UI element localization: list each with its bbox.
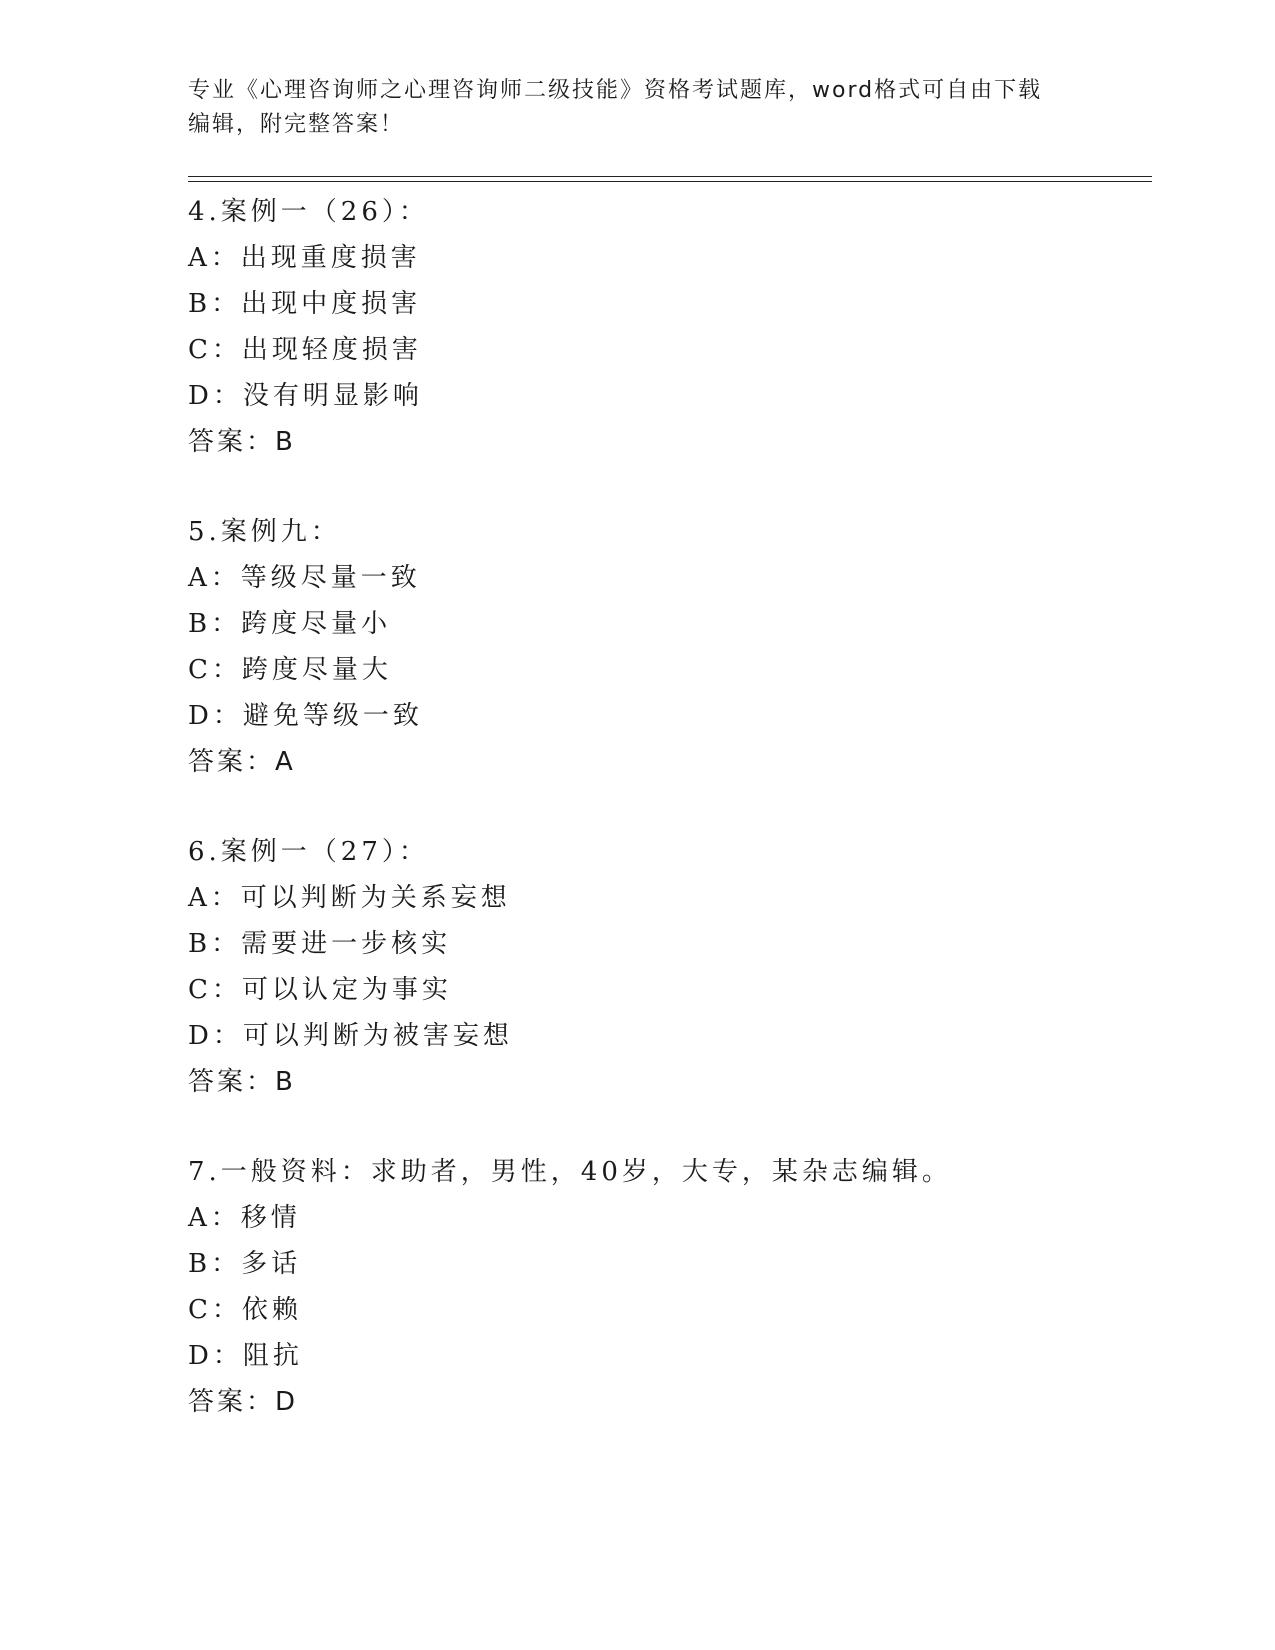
option-b: B：出现中度损害 <box>188 289 422 319</box>
answer-line: 答案：B <box>188 1067 296 1097</box>
option-d: D：没有明显影响 <box>188 381 423 411</box>
option-b: B：需要进一步核实 <box>188 929 452 959</box>
option-c: C：跨度尽量大 <box>188 655 392 685</box>
option-c: C：依赖 <box>188 1295 302 1325</box>
option-a: A：可以判断为关系妄想 <box>188 883 511 913</box>
header-line-1: 专业《心理咨询师之心理咨询师二级技能》资格考试题库，word格式可自由下载 <box>188 78 1043 103</box>
question-4 <box>188 189 1148 465</box>
question-7 <box>188 1149 1148 1425</box>
question-6 <box>188 829 1148 1105</box>
answer-line: 答案：B <box>188 427 296 457</box>
document-header <box>188 74 1068 142</box>
option-c: C：出现轻度损害 <box>188 335 422 365</box>
answer-line: 答案：A <box>188 747 296 777</box>
header-line-2: 编辑，附完整答案！ <box>188 112 405 137</box>
option-a: A：移情 <box>188 1203 301 1233</box>
question-stem: 7.一般资料：求助者，男性，40岁，大专，某杂志编辑。 <box>188 1157 952 1187</box>
option-a: A：出现重度损害 <box>188 243 421 273</box>
option-a: A：等级尽量一致 <box>188 563 421 593</box>
option-d: D：可以判断为被害妄想 <box>188 1021 513 1051</box>
question-stem: 4.案例一（26）： <box>188 197 429 227</box>
header-divider-top <box>188 176 1152 177</box>
question-5 <box>188 509 1148 785</box>
option-d: D：阻抗 <box>188 1341 303 1371</box>
option-c: C：可以认定为事实 <box>188 975 452 1005</box>
question-stem: 5.案例九： <box>188 517 341 547</box>
question-stem: 6.案例一（27）： <box>188 837 429 867</box>
option-b: B：多话 <box>188 1249 302 1279</box>
answer-line: 答案：D <box>188 1387 299 1417</box>
header-divider-bottom <box>188 181 1152 182</box>
option-d: D：避免等级一致 <box>188 701 423 731</box>
option-b: B：跨度尽量小 <box>188 609 392 639</box>
